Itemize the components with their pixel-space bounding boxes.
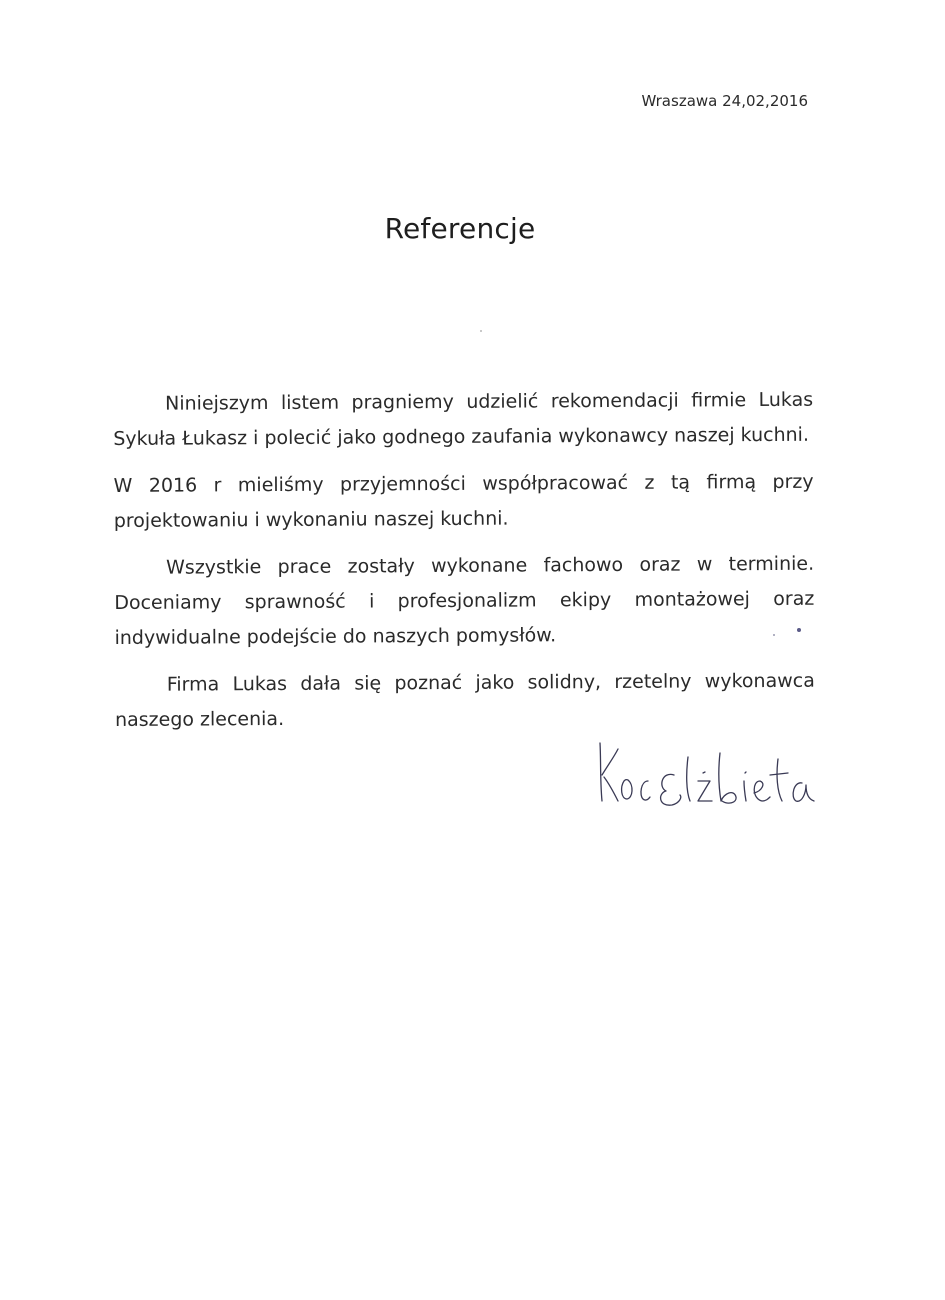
paragraph-recommendation: Niniejszym listem pragniemy udzielić rekomendacji firmie Lukas Sykuła Łukasz i polecić jako godnego zaufania wykonawcy naszej kuchni. <box>113 388 814 450</box>
letter-date: Wraszawa 24,02,2016 <box>641 92 808 110</box>
letter-body <box>113 383 815 750</box>
paragraph-cooperation: W 2016 r mieliśmy przyjemności współpracować z tą firmą przy projektowaniu i wykonaniu naszej kuchni. <box>113 470 814 532</box>
scan-speck <box>480 330 482 332</box>
paragraph-quality: Wszystkie prace zostały wykonane fachowo oraz w terminie. Doceniamy sprawność i profesjonalizm ekipy montażowej oraz indywidualne podejście do naszych pomysłów. <box>114 552 815 649</box>
handwritten-signature <box>588 735 828 815</box>
scan-speck <box>773 634 775 636</box>
scan-speck <box>797 628 801 632</box>
letter-title: Referencje <box>384 212 536 245</box>
paragraph-summary: Firma Lukas dała się poznać jako solidny, rzetelny wykonawca naszego zlecenia. <box>114 669 815 731</box>
